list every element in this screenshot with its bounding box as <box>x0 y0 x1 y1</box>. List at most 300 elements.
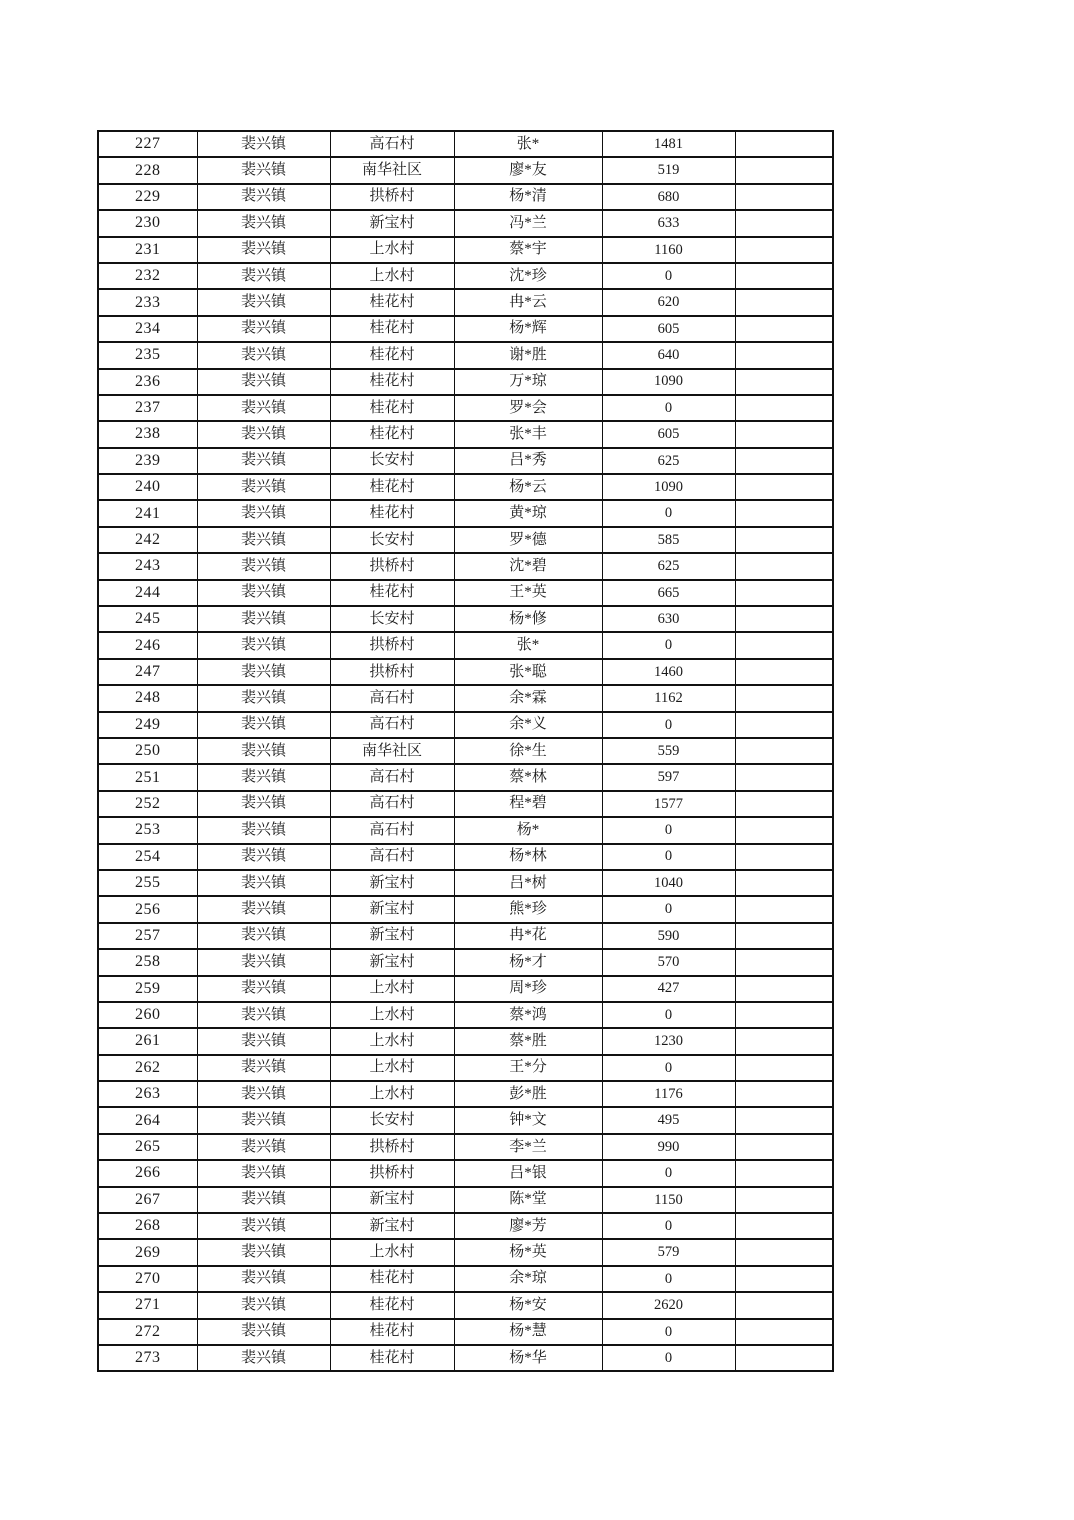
table-row <box>98 976 833 1002</box>
cell-town: 裴兴镇 <box>197 1028 330 1054</box>
cell-name: 冉*云 <box>454 289 602 315</box>
table-row <box>98 791 833 817</box>
cell-amount: 0 <box>602 395 735 421</box>
cell-town: 裴兴镇 <box>197 738 330 764</box>
cell-no: 267 <box>98 1187 197 1213</box>
cell-amount: 0 <box>602 263 735 289</box>
cell-town: 裴兴镇 <box>197 1345 330 1371</box>
cell-village: 南华社区 <box>330 157 454 183</box>
cell-village: 高石村 <box>330 131 454 157</box>
cell-amount: 1230 <box>602 1028 735 1054</box>
cell-blank <box>735 1028 833 1054</box>
table-row <box>98 870 833 896</box>
cell-town: 裴兴镇 <box>197 263 330 289</box>
table-row <box>98 421 833 447</box>
table-row <box>98 474 833 500</box>
cell-town: 裴兴镇 <box>197 580 330 606</box>
cell-name: 程*碧 <box>454 791 602 817</box>
cell-amount: 625 <box>602 448 735 474</box>
cell-amount: 1090 <box>602 474 735 500</box>
cell-no: 255 <box>98 870 197 896</box>
cell-no: 244 <box>98 580 197 606</box>
cell-blank <box>735 342 833 368</box>
cell-name: 谢*胜 <box>454 342 602 368</box>
cell-name: 廖*芳 <box>454 1213 602 1239</box>
cell-no: 249 <box>98 712 197 738</box>
cell-name: 李*兰 <box>454 1134 602 1160</box>
cell-name: 杨*英 <box>454 1239 602 1265</box>
cell-town: 裴兴镇 <box>197 817 330 843</box>
table-row <box>98 157 833 183</box>
cell-blank <box>735 632 833 658</box>
data-table <box>97 130 834 1372</box>
cell-blank <box>735 976 833 1002</box>
cell-blank <box>735 1239 833 1265</box>
cell-name: 杨*清 <box>454 184 602 210</box>
cell-amount: 605 <box>602 421 735 447</box>
cell-town: 裴兴镇 <box>197 1187 330 1213</box>
table-row <box>98 1187 833 1213</box>
cell-village: 长安村 <box>330 527 454 553</box>
cell-town: 裴兴镇 <box>197 369 330 395</box>
cell-amount: 1577 <box>602 791 735 817</box>
cell-name: 熊*珍 <box>454 896 602 922</box>
cell-name: 王*分 <box>454 1055 602 1081</box>
table-row <box>98 896 833 922</box>
table-row <box>98 500 833 526</box>
table-row <box>98 369 833 395</box>
cell-town: 裴兴镇 <box>197 342 330 368</box>
cell-no: 247 <box>98 659 197 685</box>
cell-amount: 1176 <box>602 1081 735 1107</box>
table-row <box>98 448 833 474</box>
cell-name: 杨*修 <box>454 606 602 632</box>
cell-town: 裴兴镇 <box>197 1266 330 1292</box>
cell-amount: 0 <box>602 1319 735 1345</box>
table-row <box>98 289 833 315</box>
table-row <box>98 1160 833 1186</box>
cell-amount: 1090 <box>602 369 735 395</box>
cell-village: 上水村 <box>330 1081 454 1107</box>
cell-no: 228 <box>98 157 197 183</box>
cell-town: 裴兴镇 <box>197 1107 330 1133</box>
cell-blank <box>735 870 833 896</box>
table-row <box>98 580 833 606</box>
cell-no: 230 <box>98 210 197 236</box>
cell-blank <box>735 316 833 342</box>
cell-name: 罗*德 <box>454 527 602 553</box>
cell-no: 243 <box>98 553 197 579</box>
table-row <box>98 527 833 553</box>
cell-amount: 0 <box>602 844 735 870</box>
cell-name: 吕*秀 <box>454 448 602 474</box>
cell-amount: 1481 <box>602 131 735 157</box>
cell-village: 长安村 <box>330 448 454 474</box>
cell-name: 冉*花 <box>454 923 602 949</box>
cell-blank <box>735 949 833 975</box>
cell-name: 余*琼 <box>454 1266 602 1292</box>
cell-town: 裴兴镇 <box>197 474 330 500</box>
cell-no: 229 <box>98 184 197 210</box>
cell-no: 238 <box>98 421 197 447</box>
cell-village: 新宝村 <box>330 1187 454 1213</box>
cell-amount: 630 <box>602 606 735 632</box>
cell-town: 裴兴镇 <box>197 527 330 553</box>
cell-town: 裴兴镇 <box>197 500 330 526</box>
cell-no: 234 <box>98 316 197 342</box>
table-row <box>98 606 833 632</box>
cell-name: 王*英 <box>454 580 602 606</box>
cell-village: 拱桥村 <box>330 1134 454 1160</box>
cell-blank <box>735 131 833 157</box>
cell-no: 268 <box>98 1213 197 1239</box>
cell-blank <box>735 210 833 236</box>
cell-blank <box>735 896 833 922</box>
cell-no: 248 <box>98 685 197 711</box>
cell-amount: 0 <box>602 896 735 922</box>
cell-no: 258 <box>98 949 197 975</box>
cell-village: 高石村 <box>330 685 454 711</box>
cell-name: 蔡*鸿 <box>454 1002 602 1028</box>
table-row <box>98 1319 833 1345</box>
cell-no: 233 <box>98 289 197 315</box>
cell-amount: 579 <box>602 1239 735 1265</box>
cell-blank <box>735 738 833 764</box>
cell-amount: 1162 <box>602 685 735 711</box>
cell-amount: 605 <box>602 316 735 342</box>
cell-amount: 0 <box>602 1213 735 1239</box>
cell-name: 余*霖 <box>454 685 602 711</box>
cell-name: 杨*安 <box>454 1292 602 1318</box>
table-row <box>98 1239 833 1265</box>
cell-village: 桂花村 <box>330 500 454 526</box>
cell-name: 吕*树 <box>454 870 602 896</box>
cell-village: 拱桥村 <box>330 184 454 210</box>
cell-amount: 0 <box>602 632 735 658</box>
cell-town: 裴兴镇 <box>197 1239 330 1265</box>
table-row <box>98 184 833 210</box>
cell-no: 241 <box>98 500 197 526</box>
cell-blank <box>735 1055 833 1081</box>
table-row <box>98 1266 833 1292</box>
cell-village: 高石村 <box>330 791 454 817</box>
cell-blank <box>735 685 833 711</box>
cell-village: 新宝村 <box>330 870 454 896</box>
cell-amount: 585 <box>602 527 735 553</box>
cell-village: 上水村 <box>330 976 454 1002</box>
cell-name: 徐*生 <box>454 738 602 764</box>
cell-no: 237 <box>98 395 197 421</box>
table-row <box>98 817 833 843</box>
cell-town: 裴兴镇 <box>197 685 330 711</box>
cell-name: 杨*慧 <box>454 1319 602 1345</box>
cell-no: 262 <box>98 1055 197 1081</box>
cell-name: 余*义 <box>454 712 602 738</box>
cell-town: 裴兴镇 <box>197 764 330 790</box>
cell-name: 万*琼 <box>454 369 602 395</box>
cell-village: 桂花村 <box>330 580 454 606</box>
table-row <box>98 738 833 764</box>
cell-name: 蔡*胜 <box>454 1028 602 1054</box>
cell-village: 新宝村 <box>330 949 454 975</box>
cell-amount: 0 <box>602 1160 735 1186</box>
cell-village: 桂花村 <box>330 474 454 500</box>
cell-blank <box>735 448 833 474</box>
cell-blank <box>735 1345 833 1371</box>
cell-amount: 0 <box>602 500 735 526</box>
cell-town: 裴兴镇 <box>197 157 330 183</box>
cell-no: 240 <box>98 474 197 500</box>
cell-no: 263 <box>98 1081 197 1107</box>
table-row <box>98 1028 833 1054</box>
cell-village: 长安村 <box>330 606 454 632</box>
cell-town: 裴兴镇 <box>197 632 330 658</box>
cell-town: 裴兴镇 <box>197 289 330 315</box>
cell-town: 裴兴镇 <box>197 184 330 210</box>
cell-blank <box>735 289 833 315</box>
cell-no: 264 <box>98 1107 197 1133</box>
cell-amount: 519 <box>602 157 735 183</box>
cell-no: 231 <box>98 237 197 263</box>
cell-town: 裴兴镇 <box>197 210 330 236</box>
table-row <box>98 210 833 236</box>
cell-town: 裴兴镇 <box>197 237 330 263</box>
cell-blank <box>735 553 833 579</box>
cell-name: 周*珍 <box>454 976 602 1002</box>
cell-no: 265 <box>98 1134 197 1160</box>
cell-village: 桂花村 <box>330 289 454 315</box>
cell-blank <box>735 474 833 500</box>
cell-town: 裴兴镇 <box>197 870 330 896</box>
cell-blank <box>735 1266 833 1292</box>
cell-no: 266 <box>98 1160 197 1186</box>
cell-village: 上水村 <box>330 237 454 263</box>
table-row <box>98 553 833 579</box>
cell-village: 拱桥村 <box>330 1160 454 1186</box>
cell-village: 桂花村 <box>330 1292 454 1318</box>
cell-town: 裴兴镇 <box>197 1055 330 1081</box>
cell-name: 杨*华 <box>454 1345 602 1371</box>
cell-town: 裴兴镇 <box>197 1160 330 1186</box>
cell-blank <box>735 500 833 526</box>
cell-village: 上水村 <box>330 1055 454 1081</box>
cell-blank <box>735 844 833 870</box>
cell-village: 桂花村 <box>330 1266 454 1292</box>
cell-blank <box>735 791 833 817</box>
cell-blank <box>735 421 833 447</box>
cell-town: 裴兴镇 <box>197 712 330 738</box>
cell-amount: 590 <box>602 923 735 949</box>
cell-no: 269 <box>98 1239 197 1265</box>
cell-amount: 1150 <box>602 1187 735 1213</box>
table-row <box>98 1055 833 1081</box>
cell-blank <box>735 1160 833 1186</box>
cell-name: 罗*会 <box>454 395 602 421</box>
cell-no: 254 <box>98 844 197 870</box>
cell-blank <box>735 263 833 289</box>
cell-blank <box>735 1213 833 1239</box>
cell-blank <box>735 1081 833 1107</box>
cell-village: 长安村 <box>330 1107 454 1133</box>
cell-name: 张*聪 <box>454 659 602 685</box>
cell-name: 杨* <box>454 817 602 843</box>
cell-no: 272 <box>98 1319 197 1345</box>
cell-name: 蔡*宇 <box>454 237 602 263</box>
cell-village: 桂花村 <box>330 395 454 421</box>
cell-town: 裴兴镇 <box>197 1081 330 1107</box>
table-row <box>98 949 833 975</box>
cell-town: 裴兴镇 <box>197 448 330 474</box>
cell-blank <box>735 237 833 263</box>
cell-amount: 0 <box>602 1266 735 1292</box>
cell-name: 张* <box>454 131 602 157</box>
table-row <box>98 1134 833 1160</box>
cell-blank <box>735 659 833 685</box>
cell-no: 227 <box>98 131 197 157</box>
cell-village: 新宝村 <box>330 1213 454 1239</box>
cell-blank <box>735 1187 833 1213</box>
cell-amount: 559 <box>602 738 735 764</box>
cell-blank <box>735 1107 833 1133</box>
cell-amount: 1160 <box>602 237 735 263</box>
cell-name: 杨*云 <box>454 474 602 500</box>
cell-town: 裴兴镇 <box>197 1319 330 1345</box>
cell-amount: 0 <box>602 712 735 738</box>
cell-village: 拱桥村 <box>330 553 454 579</box>
table-row <box>98 685 833 711</box>
cell-no: 256 <box>98 896 197 922</box>
cell-name: 冯*兰 <box>454 210 602 236</box>
cell-village: 高石村 <box>330 817 454 843</box>
cell-village: 高石村 <box>330 764 454 790</box>
table-row <box>98 923 833 949</box>
cell-town: 裴兴镇 <box>197 553 330 579</box>
cell-name: 张* <box>454 632 602 658</box>
cell-town: 裴兴镇 <box>197 395 330 421</box>
cell-name: 黄*琼 <box>454 500 602 526</box>
cell-amount: 625 <box>602 553 735 579</box>
cell-town: 裴兴镇 <box>197 1213 330 1239</box>
cell-amount: 0 <box>602 1055 735 1081</box>
cell-town: 裴兴镇 <box>197 421 330 447</box>
cell-town: 裴兴镇 <box>197 896 330 922</box>
cell-no: 260 <box>98 1002 197 1028</box>
cell-no: 242 <box>98 527 197 553</box>
cell-blank <box>735 1319 833 1345</box>
cell-town: 裴兴镇 <box>197 1134 330 1160</box>
cell-blank <box>735 580 833 606</box>
cell-town: 裴兴镇 <box>197 606 330 632</box>
cell-amount: 2620 <box>602 1292 735 1318</box>
cell-amount: 1460 <box>602 659 735 685</box>
cell-name: 陈*堂 <box>454 1187 602 1213</box>
cell-no: 257 <box>98 923 197 949</box>
cell-amount: 620 <box>602 289 735 315</box>
cell-name: 杨*才 <box>454 949 602 975</box>
cell-no: 250 <box>98 738 197 764</box>
cell-blank <box>735 817 833 843</box>
cell-village: 南华社区 <box>330 738 454 764</box>
cell-blank <box>735 157 833 183</box>
cell-amount: 0 <box>602 1345 735 1371</box>
cell-no: 236 <box>98 369 197 395</box>
table-row <box>98 1292 833 1318</box>
cell-blank <box>735 712 833 738</box>
cell-amount: 427 <box>602 976 735 1002</box>
cell-village: 新宝村 <box>330 210 454 236</box>
table-row <box>98 844 833 870</box>
cell-name: 杨*辉 <box>454 316 602 342</box>
cell-name: 钟*文 <box>454 1107 602 1133</box>
cell-town: 裴兴镇 <box>197 844 330 870</box>
cell-blank <box>735 1292 833 1318</box>
cell-town: 裴兴镇 <box>197 949 330 975</box>
cell-name: 吕*银 <box>454 1160 602 1186</box>
table-body <box>98 131 833 1371</box>
cell-town: 裴兴镇 <box>197 1002 330 1028</box>
cell-town: 裴兴镇 <box>197 659 330 685</box>
cell-no: 271 <box>98 1292 197 1318</box>
cell-village: 高石村 <box>330 712 454 738</box>
table-row <box>98 659 833 685</box>
cell-name: 彭*胜 <box>454 1081 602 1107</box>
cell-no: 261 <box>98 1028 197 1054</box>
cell-blank <box>735 606 833 632</box>
table-row <box>98 263 833 289</box>
cell-village: 拱桥村 <box>330 659 454 685</box>
cell-blank <box>735 527 833 553</box>
table-row <box>98 237 833 263</box>
cell-amount: 0 <box>602 1002 735 1028</box>
cell-no: 246 <box>98 632 197 658</box>
cell-village: 拱桥村 <box>330 632 454 658</box>
table-row <box>98 1345 833 1371</box>
cell-amount: 665 <box>602 580 735 606</box>
table-row <box>98 131 833 157</box>
cell-village: 桂花村 <box>330 1345 454 1371</box>
cell-town: 裴兴镇 <box>197 791 330 817</box>
cell-name: 张*丰 <box>454 421 602 447</box>
cell-amount: 570 <box>602 949 735 975</box>
cell-name: 沈*碧 <box>454 553 602 579</box>
table-row <box>98 1213 833 1239</box>
cell-blank <box>735 1134 833 1160</box>
cell-village: 上水村 <box>330 263 454 289</box>
cell-town: 裴兴镇 <box>197 1292 330 1318</box>
table-row <box>98 712 833 738</box>
cell-no: 273 <box>98 1345 197 1371</box>
cell-amount: 1040 <box>602 870 735 896</box>
cell-no: 232 <box>98 263 197 289</box>
cell-village: 桂花村 <box>330 342 454 368</box>
cell-village: 桂花村 <box>330 369 454 395</box>
cell-town: 裴兴镇 <box>197 131 330 157</box>
table-row <box>98 1081 833 1107</box>
cell-blank <box>735 395 833 421</box>
cell-amount: 495 <box>602 1107 735 1133</box>
cell-village: 桂花村 <box>330 421 454 447</box>
cell-name: 廖*友 <box>454 157 602 183</box>
cell-name: 沈*珍 <box>454 263 602 289</box>
cell-no: 259 <box>98 976 197 1002</box>
cell-amount: 633 <box>602 210 735 236</box>
cell-blank <box>735 369 833 395</box>
cell-village: 桂花村 <box>330 316 454 342</box>
table-row <box>98 1107 833 1133</box>
cell-amount: 640 <box>602 342 735 368</box>
cell-amount: 597 <box>602 764 735 790</box>
cell-blank <box>735 184 833 210</box>
